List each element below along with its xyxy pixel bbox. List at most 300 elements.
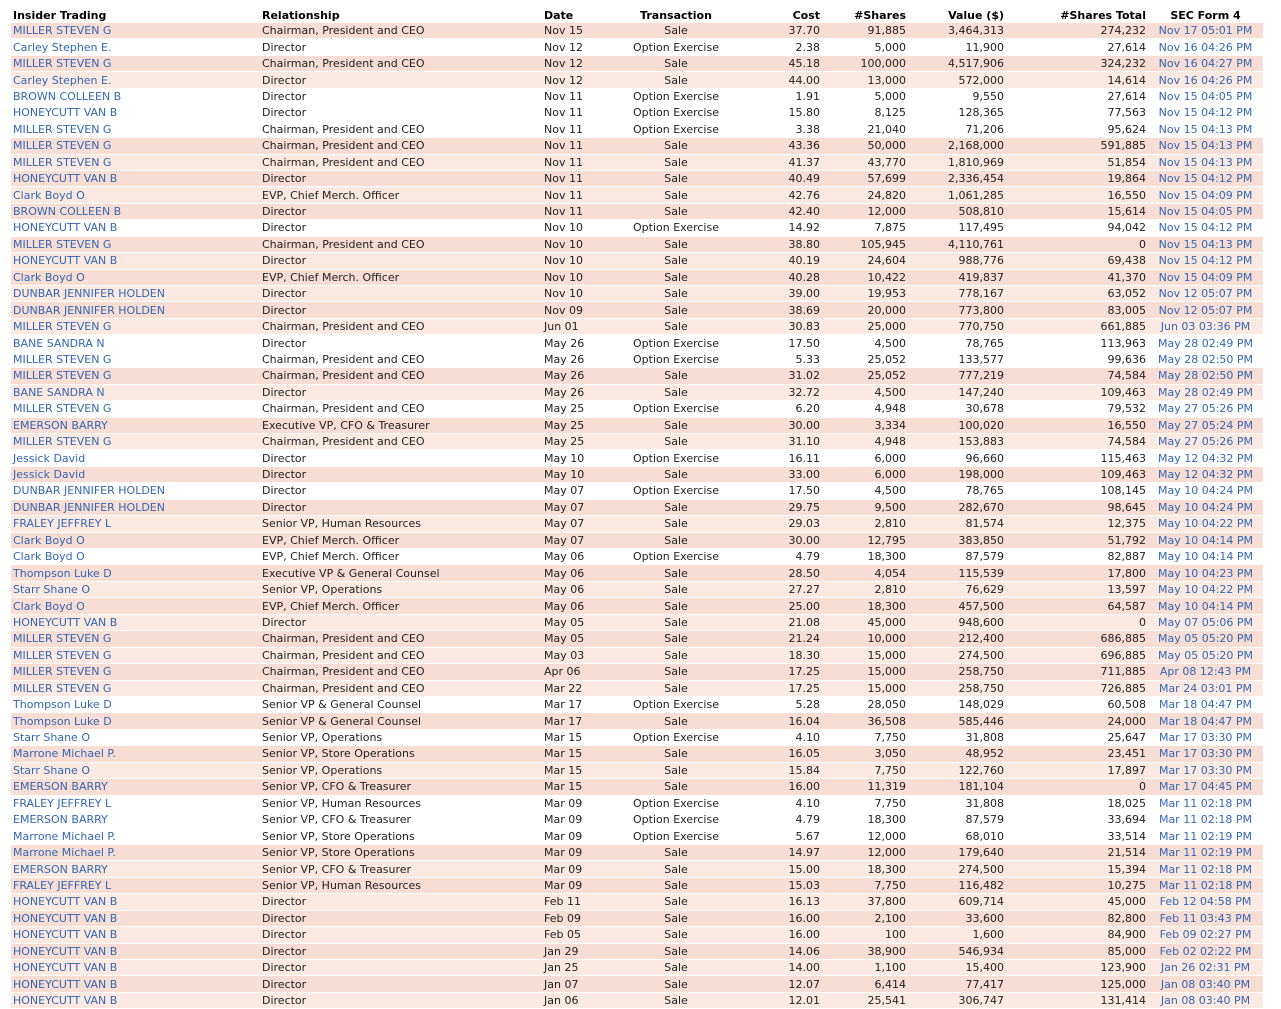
value-cell: 68,010 xyxy=(908,828,1006,844)
relationship-cell: EVP, Chief Merch. Officer xyxy=(260,549,542,565)
relationship-cell: Director xyxy=(260,615,542,631)
shares-total-cell: 69,438 xyxy=(1006,253,1148,269)
shares-total-cell: 63,052 xyxy=(1006,286,1148,302)
col-header-relationship[interactable]: Relationship xyxy=(262,8,340,22)
table-row xyxy=(11,779,1263,795)
transaction-cell: Sale xyxy=(614,467,738,483)
relationship-cell: EVP, Chief Merch. Officer xyxy=(260,187,542,203)
cost-cell: 12.07 xyxy=(738,976,822,992)
sec-form-4-link[interactable]: Feb 09 02:27 PM xyxy=(1148,927,1263,943)
table-row xyxy=(11,944,1263,960)
table-body xyxy=(11,23,1263,1009)
relationship-cell: Senior VP, Operations xyxy=(260,582,542,598)
insider-name-link[interactable]: DUNBAR JENNIFER HOLDEN xyxy=(11,302,260,318)
shares-cell: 36,508 xyxy=(822,713,908,729)
cost-cell: 25.00 xyxy=(738,598,822,614)
transaction-cell: Sale xyxy=(614,418,738,434)
date-cell: Feb 09 xyxy=(542,911,614,927)
table-row xyxy=(11,385,1263,401)
shares-total-cell: 98,645 xyxy=(1006,500,1148,516)
transaction-cell: Option Exercise xyxy=(614,828,738,844)
insider-name-link[interactable]: DUNBAR JENNIFER HOLDEN xyxy=(11,286,260,302)
sec-form-4-link[interactable]: Nov 15 04:09 PM xyxy=(1148,270,1263,286)
sec-form-4-link[interactable]: Nov 16 04:26 PM xyxy=(1148,39,1263,55)
insider-name-link[interactable]: HONEYCUTT VAN B xyxy=(11,993,260,1009)
sec-form-4-link[interactable]: Feb 12 04:58 PM xyxy=(1148,894,1263,910)
transaction-cell: Option Exercise xyxy=(614,401,738,417)
shares-cell: 2,810 xyxy=(822,582,908,598)
insider-name-link[interactable]: MILLER STEVEN G xyxy=(11,23,260,39)
insider-name-link[interactable]: BANE SANDRA N xyxy=(11,335,260,351)
cost-cell: 6.20 xyxy=(738,401,822,417)
shares-cell: 25,000 xyxy=(822,319,908,335)
cost-cell: 16.13 xyxy=(738,894,822,910)
date-cell: Feb 05 xyxy=(542,927,614,943)
insider-name-link[interactable]: EMERSON BARRY xyxy=(11,861,260,877)
sec-form-4-link[interactable]: Mar 24 03:01 PM xyxy=(1148,681,1263,697)
table-row xyxy=(11,828,1263,844)
cost-cell: 42.40 xyxy=(738,204,822,220)
insider-name-link[interactable]: HONEYCUTT VAN B xyxy=(11,894,260,910)
transaction-cell: Sale xyxy=(614,385,738,401)
date-cell: Nov 11 xyxy=(542,155,614,171)
cost-cell: 27.27 xyxy=(738,582,822,598)
date-cell: Jan 29 xyxy=(542,944,614,960)
insider-name-link[interactable]: MILLER STEVEN G xyxy=(11,434,260,450)
value-cell: 212,400 xyxy=(908,631,1006,647)
transaction-cell: Sale xyxy=(614,434,738,450)
shares-total-cell: 15,614 xyxy=(1006,204,1148,220)
shares-cell: 25,541 xyxy=(822,993,908,1009)
insider-name-link[interactable]: Carley Stephen E. xyxy=(11,39,260,55)
date-cell: May 26 xyxy=(542,335,614,351)
sec-form-4-link[interactable]: Feb 02 02:22 PM xyxy=(1148,944,1263,960)
shares-cell: 15,000 xyxy=(822,681,908,697)
shares-total-cell: 123,900 xyxy=(1006,960,1148,976)
date-cell: Nov 10 xyxy=(542,286,614,302)
insider-name-link[interactable]: MILLER STEVEN G xyxy=(11,237,260,253)
insider-name-link[interactable]: HONEYCUTT VAN B xyxy=(11,927,260,943)
shares-cell: 4,054 xyxy=(822,565,908,581)
sec-form-4-link[interactable]: Nov 16 04:27 PM xyxy=(1148,56,1263,72)
sec-form-4-link[interactable]: Nov 15 04:05 PM xyxy=(1148,204,1263,220)
sec-form-4-link[interactable]: May 10 04:14 PM xyxy=(1148,533,1263,549)
sec-form-4-link[interactable]: May 10 04:14 PM xyxy=(1148,598,1263,614)
relationship-cell: Director xyxy=(260,335,542,351)
sec-form-4-link[interactable]: Nov 15 04:12 PM xyxy=(1148,105,1263,121)
insider-name-link[interactable]: FRALEY JEFFREY L xyxy=(11,516,260,532)
col-header-shares[interactable]: #Shares xyxy=(854,8,906,22)
value-cell: 1,810,969 xyxy=(908,155,1006,171)
col-header-sec-form-4[interactable]: SEC Form 4 xyxy=(1170,8,1241,22)
sec-form-4-link[interactable]: Nov 16 04:26 PM xyxy=(1148,72,1263,88)
shares-total-cell: 51,854 xyxy=(1006,155,1148,171)
sec-form-4-link[interactable]: May 05 05:20 PM xyxy=(1148,631,1263,647)
relationship-cell: Senior VP & General Counsel xyxy=(260,713,542,729)
table-row xyxy=(11,237,1263,253)
sec-form-4-link[interactable]: Nov 15 04:09 PM xyxy=(1148,187,1263,203)
value-cell: 508,810 xyxy=(908,204,1006,220)
insider-name-link[interactable]: BROWN COLLEEN B xyxy=(11,204,260,220)
sec-form-4-link[interactable]: May 07 05:06 PM xyxy=(1148,615,1263,631)
shares-cell: 7,750 xyxy=(822,730,908,746)
transaction-cell: Sale xyxy=(614,894,738,910)
relationship-cell: Director xyxy=(260,72,542,88)
transaction-cell: Sale xyxy=(614,631,738,647)
sec-form-4-link[interactable]: Mar 11 02:18 PM xyxy=(1148,861,1263,877)
shares-cell: 6,000 xyxy=(822,450,908,466)
transaction-cell: Sale xyxy=(614,779,738,795)
insider-name-link[interactable]: MILLER STEVEN G xyxy=(11,631,260,647)
insider-name-link[interactable]: HONEYCUTT VAN B xyxy=(11,220,260,236)
insider-name-link[interactable]: Clark Boyd O xyxy=(11,549,260,565)
sec-form-4-link[interactable]: May 10 04:22 PM xyxy=(1148,516,1263,532)
sec-form-4-link[interactable]: May 10 04:23 PM xyxy=(1148,565,1263,581)
table-row xyxy=(11,171,1263,187)
value-cell: 33,600 xyxy=(908,911,1006,927)
insider-name-link[interactable]: HONEYCUTT VAN B xyxy=(11,171,260,187)
col-header-transaction[interactable]: Transaction xyxy=(640,8,712,22)
date-cell: Nov 10 xyxy=(542,270,614,286)
transaction-cell: Option Exercise xyxy=(614,105,738,121)
insider-name-link[interactable]: Starr Shane O xyxy=(11,582,260,598)
sec-form-4-link[interactable]: May 28 02:50 PM xyxy=(1148,368,1263,384)
date-cell: Mar 17 xyxy=(542,713,614,729)
sec-form-4-link[interactable]: May 10 04:24 PM xyxy=(1148,500,1263,516)
relationship-cell: Director xyxy=(260,976,542,992)
insider-name-link[interactable]: MILLER STEVEN G xyxy=(11,319,260,335)
sec-form-4-link[interactable]: Jun 03 03:36 PM xyxy=(1148,319,1263,335)
shares-total-cell: 74,584 xyxy=(1006,434,1148,450)
shares-cell: 100,000 xyxy=(822,56,908,72)
relationship-cell: Director xyxy=(260,944,542,960)
shares-total-cell: 51,792 xyxy=(1006,533,1148,549)
sec-form-4-link[interactable]: Apr 08 12:43 PM xyxy=(1148,664,1263,680)
insider-name-link[interactable]: Starr Shane O xyxy=(11,763,260,779)
shares-total-cell: 274,232 xyxy=(1006,23,1148,39)
cost-cell: 29.75 xyxy=(738,500,822,516)
value-cell: 71,206 xyxy=(908,122,1006,138)
sec-form-4-link[interactable]: Nov 15 04:12 PM xyxy=(1148,253,1263,269)
sec-form-4-link[interactable]: May 10 04:22 PM xyxy=(1148,582,1263,598)
shares-total-cell: 131,414 xyxy=(1006,993,1148,1009)
cost-cell: 4.79 xyxy=(738,549,822,565)
insider-name-link[interactable]: MILLER STEVEN G xyxy=(11,138,260,154)
table-row xyxy=(11,549,1263,565)
table-row xyxy=(11,681,1263,697)
date-cell: Mar 17 xyxy=(542,697,614,713)
shares-cell: 6,414 xyxy=(822,976,908,992)
value-cell: 777,219 xyxy=(908,368,1006,384)
transaction-cell: Sale xyxy=(614,23,738,39)
col-header-value[interactable]: Value ($) xyxy=(948,8,1004,22)
insider-name-link[interactable]: MILLER STEVEN G xyxy=(11,648,260,664)
date-cell: May 25 xyxy=(542,401,614,417)
insider-name-link[interactable]: Marrone Michael P. xyxy=(11,746,260,762)
sec-form-4-link[interactable]: Nov 12 05:07 PM xyxy=(1148,286,1263,302)
sec-form-4-link[interactable]: Mar 11 02:18 PM xyxy=(1148,878,1263,894)
table-row xyxy=(11,72,1263,88)
table-row xyxy=(11,533,1263,549)
insider-name-link[interactable]: Thompson Luke D xyxy=(11,697,260,713)
sec-form-4-link[interactable]: Jan 08 03:40 PM xyxy=(1148,993,1263,1009)
table-row xyxy=(11,286,1263,302)
table-row xyxy=(11,582,1263,598)
transaction-cell: Sale xyxy=(614,681,738,697)
insider-name-link[interactable]: Marrone Michael P. xyxy=(11,845,260,861)
relationship-cell: Chairman, President and CEO xyxy=(260,23,542,39)
insider-name-link[interactable]: Clark Boyd O xyxy=(11,270,260,286)
sec-form-4-link[interactable]: Mar 17 04:45 PM xyxy=(1148,779,1263,795)
insider-name-link[interactable]: MILLER STEVEN G xyxy=(11,681,260,697)
sec-form-4-link[interactable]: May 05 05:20 PM xyxy=(1148,648,1263,664)
insider-name-link[interactable]: Marrone Michael P. xyxy=(11,828,260,844)
date-cell: May 06 xyxy=(542,598,614,614)
transaction-cell: Option Exercise xyxy=(614,335,738,351)
shares-total-cell: 33,694 xyxy=(1006,812,1148,828)
insider-name-link[interactable]: Jessick David xyxy=(11,467,260,483)
table-row xyxy=(11,598,1263,614)
cost-cell: 14.97 xyxy=(738,845,822,861)
date-cell: Nov 10 xyxy=(542,220,614,236)
table-row xyxy=(11,253,1263,269)
sec-form-4-link[interactable]: May 28 02:49 PM xyxy=(1148,335,1263,351)
cost-cell: 5.33 xyxy=(738,352,822,368)
sec-form-4-link[interactable]: Mar 11 02:19 PM xyxy=(1148,845,1263,861)
insider-name-link[interactable]: HONEYCUTT VAN B xyxy=(11,253,260,269)
sec-form-4-link[interactable]: Mar 11 02:19 PM xyxy=(1148,828,1263,844)
insider-name-link[interactable]: DUNBAR JENNIFER HOLDEN xyxy=(11,500,260,516)
transaction-cell: Sale xyxy=(614,976,738,992)
relationship-cell: Senior VP, Human Resources xyxy=(260,878,542,894)
insider-name-link[interactable]: EMERSON BARRY xyxy=(11,418,260,434)
insider-name-link[interactable]: Jessick David xyxy=(11,450,260,466)
insider-name-link[interactable]: DUNBAR JENNIFER HOLDEN xyxy=(11,483,260,499)
insider-name-link[interactable]: Starr Shane O xyxy=(11,730,260,746)
insider-name-link[interactable]: BANE SANDRA N xyxy=(11,385,260,401)
sec-form-4-link[interactable]: Mar 17 03:30 PM xyxy=(1148,730,1263,746)
relationship-cell: Director xyxy=(260,89,542,105)
insider-name-link[interactable]: FRALEY JEFFREY L xyxy=(11,878,260,894)
col-header-date[interactable]: Date xyxy=(544,8,574,22)
relationship-cell: Director xyxy=(260,286,542,302)
value-cell: 77,417 xyxy=(908,976,1006,992)
date-cell: Nov 11 xyxy=(542,187,614,203)
sec-form-4-link[interactable]: Nov 15 04:13 PM xyxy=(1148,237,1263,253)
shares-total-cell: 711,885 xyxy=(1006,664,1148,680)
value-cell: 2,336,454 xyxy=(908,171,1006,187)
table-row xyxy=(11,483,1263,499)
sec-form-4-link[interactable]: May 12 04:32 PM xyxy=(1148,467,1263,483)
transaction-cell: Sale xyxy=(614,155,738,171)
insider-name-link[interactable]: HONEYCUTT VAN B xyxy=(11,911,260,927)
cost-cell: 16.04 xyxy=(738,713,822,729)
value-cell: 609,714 xyxy=(908,894,1006,910)
value-cell: 4,110,761 xyxy=(908,237,1006,253)
relationship-cell: Director xyxy=(260,253,542,269)
table-row xyxy=(11,155,1263,171)
sec-form-4-link[interactable]: May 28 02:49 PM xyxy=(1148,385,1263,401)
insider-name-link[interactable]: MILLER STEVEN G xyxy=(11,664,260,680)
shares-total-cell: 77,563 xyxy=(1006,105,1148,121)
shares-cell: 12,000 xyxy=(822,204,908,220)
value-cell: 3,464,313 xyxy=(908,23,1006,39)
date-cell: May 07 xyxy=(542,516,614,532)
sec-form-4-link[interactable]: Jan 08 03:40 PM xyxy=(1148,976,1263,992)
sec-form-4-link[interactable]: Mar 17 03:30 PM xyxy=(1148,763,1263,779)
shares-total-cell: 23,451 xyxy=(1006,746,1148,762)
transaction-cell: Sale xyxy=(614,713,738,729)
sec-form-4-link[interactable]: Nov 15 04:05 PM xyxy=(1148,89,1263,105)
shares-total-cell: 79,532 xyxy=(1006,401,1148,417)
sec-form-4-link[interactable]: Nov 15 04:13 PM xyxy=(1148,138,1263,154)
col-header-cost[interactable]: Cost xyxy=(792,8,820,22)
insider-name-link[interactable]: HONEYCUTT VAN B xyxy=(11,960,260,976)
table-row xyxy=(11,763,1263,779)
shares-total-cell: 115,463 xyxy=(1006,450,1148,466)
insider-name-link[interactable]: FRALEY JEFFREY L xyxy=(11,796,260,812)
sec-form-4-link[interactable]: Nov 15 04:12 PM xyxy=(1148,171,1263,187)
shares-cell: 91,885 xyxy=(822,23,908,39)
insider-name-link[interactable]: Clark Boyd O xyxy=(11,187,260,203)
shares-cell: 5,000 xyxy=(822,89,908,105)
sec-form-4-link[interactable]: May 10 04:14 PM xyxy=(1148,549,1263,565)
insider-name-link[interactable]: Carley Stephen E. xyxy=(11,72,260,88)
cost-cell: 28.50 xyxy=(738,565,822,581)
value-cell: 78,765 xyxy=(908,335,1006,351)
value-cell: 31,808 xyxy=(908,796,1006,812)
insider-name-link[interactable]: MILLER STEVEN G xyxy=(11,56,260,72)
insider-name-link[interactable]: MILLER STEVEN G xyxy=(11,368,260,384)
cost-cell: 37.70 xyxy=(738,23,822,39)
sec-form-4-link[interactable]: Mar 11 02:18 PM xyxy=(1148,812,1263,828)
col-header-insider[interactable]: Insider Trading xyxy=(13,8,107,22)
shares-total-cell: 12,375 xyxy=(1006,516,1148,532)
date-cell: May 07 xyxy=(542,533,614,549)
cost-cell: 16.11 xyxy=(738,450,822,466)
date-cell: May 26 xyxy=(542,368,614,384)
sec-form-4-link[interactable]: Nov 15 04:13 PM xyxy=(1148,155,1263,171)
table-row xyxy=(11,270,1263,286)
relationship-cell: Senior VP, CFO & Treasurer xyxy=(260,812,542,828)
shares-total-cell: 84,900 xyxy=(1006,927,1148,943)
transaction-cell: Sale xyxy=(614,286,738,302)
insider-name-link[interactable]: MILLER STEVEN G xyxy=(11,155,260,171)
table-row xyxy=(11,220,1263,236)
shares-cell: 12,000 xyxy=(822,845,908,861)
insider-name-link[interactable]: HONEYCUTT VAN B xyxy=(11,976,260,992)
date-cell: Nov 11 xyxy=(542,122,614,138)
insider-name-link[interactable]: MILLER STEVEN G xyxy=(11,401,260,417)
insider-name-link[interactable]: MILLER STEVEN G xyxy=(11,122,260,138)
sec-form-4-link[interactable]: May 27 05:26 PM xyxy=(1148,401,1263,417)
insider-name-link[interactable]: Clark Boyd O xyxy=(11,533,260,549)
relationship-cell: Chairman, President and CEO xyxy=(260,631,542,647)
shares-cell: 15,000 xyxy=(822,664,908,680)
col-header-shares-total[interactable]: #Shares Total xyxy=(1060,8,1146,22)
sec-form-4-link[interactable]: May 27 05:26 PM xyxy=(1148,434,1263,450)
sec-form-4-link[interactable]: Mar 17 03:30 PM xyxy=(1148,746,1263,762)
cost-cell: 17.25 xyxy=(738,681,822,697)
transaction-cell: Option Exercise xyxy=(614,89,738,105)
insider-name-link[interactable]: MILLER STEVEN G xyxy=(11,352,260,368)
relationship-cell: Chairman, President and CEO xyxy=(260,155,542,171)
shares-cell: 15,000 xyxy=(822,648,908,664)
insider-name-link[interactable]: HONEYCUTT VAN B xyxy=(11,105,260,121)
relationship-cell: Senior VP, Store Operations xyxy=(260,746,542,762)
value-cell: 948,600 xyxy=(908,615,1006,631)
shares-total-cell: 696,885 xyxy=(1006,648,1148,664)
table-row xyxy=(11,631,1263,647)
sec-form-4-link[interactable]: Nov 15 04:13 PM xyxy=(1148,122,1263,138)
sec-form-4-link[interactable]: Feb 11 03:43 PM xyxy=(1148,911,1263,927)
transaction-cell: Sale xyxy=(614,270,738,286)
table-row xyxy=(11,664,1263,680)
insider-name-link[interactable]: HONEYCUTT VAN B xyxy=(11,615,260,631)
shares-total-cell: 94,042 xyxy=(1006,220,1148,236)
value-cell: 4,517,906 xyxy=(908,56,1006,72)
sec-form-4-link[interactable]: Jan 26 02:31 PM xyxy=(1148,960,1263,976)
date-cell: Mar 15 xyxy=(542,763,614,779)
value-cell: 115,539 xyxy=(908,565,1006,581)
table-row xyxy=(11,418,1263,434)
value-cell: 153,883 xyxy=(908,434,1006,450)
sec-form-4-link[interactable]: Mar 18 04:47 PM xyxy=(1148,713,1263,729)
insider-name-link[interactable]: EMERSON BARRY xyxy=(11,779,260,795)
transaction-cell: Sale xyxy=(614,582,738,598)
insider-name-link[interactable]: Thompson Luke D xyxy=(11,713,260,729)
cost-cell: 15.03 xyxy=(738,878,822,894)
shares-cell: 3,050 xyxy=(822,746,908,762)
shares-total-cell: 591,885 xyxy=(1006,138,1148,154)
insider-name-link[interactable]: BROWN COLLEEN B xyxy=(11,89,260,105)
transaction-cell: Option Exercise xyxy=(614,812,738,828)
cost-cell: 44.00 xyxy=(738,72,822,88)
table-row xyxy=(11,697,1263,713)
shares-total-cell: 109,463 xyxy=(1006,385,1148,401)
transaction-cell: Option Exercise xyxy=(614,39,738,55)
transaction-cell: Sale xyxy=(614,861,738,877)
table-row xyxy=(11,565,1263,581)
cost-cell: 45.18 xyxy=(738,56,822,72)
sec-form-4-link[interactable]: May 12 04:32 PM xyxy=(1148,450,1263,466)
sec-form-4-link[interactable]: May 28 02:50 PM xyxy=(1148,352,1263,368)
insider-name-link[interactable]: EMERSON BARRY xyxy=(11,812,260,828)
shares-total-cell: 0 xyxy=(1006,779,1148,795)
sec-form-4-link[interactable]: May 10 04:24 PM xyxy=(1148,483,1263,499)
insider-name-link[interactable]: Clark Boyd O xyxy=(11,598,260,614)
sec-form-4-link[interactable]: Nov 12 05:07 PM xyxy=(1148,302,1263,318)
transaction-cell: Sale xyxy=(614,368,738,384)
shares-cell: 105,945 xyxy=(822,237,908,253)
sec-form-4-link[interactable]: Mar 11 02:18 PM xyxy=(1148,796,1263,812)
relationship-cell: Senior VP, CFO & Treasurer xyxy=(260,779,542,795)
sec-form-4-link[interactable]: Mar 18 04:47 PM xyxy=(1148,697,1263,713)
transaction-cell: Sale xyxy=(614,993,738,1009)
shares-cell: 19,953 xyxy=(822,286,908,302)
value-cell: 572,000 xyxy=(908,72,1006,88)
table-row xyxy=(11,368,1263,384)
sec-form-4-link[interactable]: Nov 17 05:01 PM xyxy=(1148,23,1263,39)
insider-name-link[interactable]: HONEYCUTT VAN B xyxy=(11,944,260,960)
cost-cell: 5.28 xyxy=(738,697,822,713)
table-row xyxy=(11,434,1263,450)
shares-total-cell: 99,636 xyxy=(1006,352,1148,368)
value-cell: 128,365 xyxy=(908,105,1006,121)
sec-form-4-link[interactable]: May 27 05:24 PM xyxy=(1148,418,1263,434)
insider-name-link[interactable]: Thompson Luke D xyxy=(11,565,260,581)
sec-form-4-link[interactable]: Nov 15 04:12 PM xyxy=(1148,220,1263,236)
